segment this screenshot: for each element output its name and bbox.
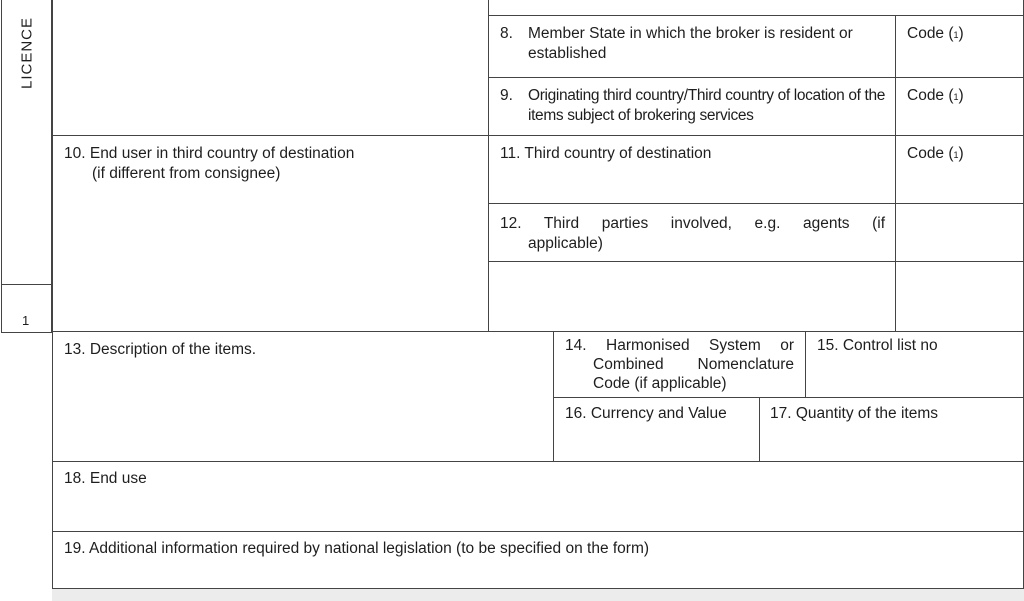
box-8-code-field[interactable] — [895, 15, 1024, 78]
box-16-label: 16. Currency and Value — [565, 405, 727, 422]
box-12-third-parties[interactable] — [488, 203, 896, 262]
box-11-code-field[interactable] — [895, 135, 1024, 204]
box-9-originating-country[interactable] — [488, 77, 896, 136]
box-19-label: 19. Additional information required by national legislation (to be specified on the form) — [64, 540, 650, 557]
box-12-code-field[interactable] — [895, 203, 1024, 262]
box-12-entry-code-field[interactable] — [895, 261, 1024, 332]
box-14-hs-code[interactable] — [553, 331, 806, 398]
box-18-label: 18. End use — [64, 470, 147, 487]
box-10-sublabel: (if different from consignee) — [92, 165, 281, 182]
box-12-sublabel: applicable) — [528, 235, 603, 252]
box-9-code-field[interactable] — [895, 77, 1024, 136]
box-16-currency-value[interactable] — [553, 397, 760, 462]
box-11-code-label: Code ($^1$) — [907, 145, 964, 162]
box-14-label-line3: Code (if applicable) — [593, 375, 727, 392]
box-10-label: 10. End user in third country of destination — [64, 145, 355, 162]
box-8-label: Member State in which the broker is resident or established — [528, 25, 853, 62]
box-15-control-list[interactable] — [805, 331, 1024, 398]
box-13-label: 13. Description of the items. — [64, 341, 257, 358]
box-9-code-label: Code ($^1$) — [907, 87, 964, 104]
box-18-end-use[interactable] — [52, 461, 1024, 532]
box-19-additional-info[interactable] — [52, 531, 1024, 589]
box-17-quantity[interactable] — [759, 397, 1024, 462]
licence-tab-label: LICENCE — [18, 16, 35, 90]
page-number: 1 — [22, 313, 30, 328]
box-10-end-user[interactable] — [52, 135, 489, 332]
next-section-strip — [52, 588, 1024, 601]
page-number-tab — [1, 284, 52, 333]
box-8-number: 8. — [500, 25, 513, 42]
box-11-label: 11. Third country of destination — [500, 145, 712, 162]
licence-side-tab — [1, 0, 52, 285]
box-9-label: Originating third country/Third country of location of the items subject of brokering services — [528, 87, 886, 124]
box-17-label: 17. Quantity of the items — [770, 405, 939, 422]
box-14-label: 14. Harmonised System or — [565, 337, 794, 354]
box-9-number: 9. — [500, 87, 513, 104]
box-12-entry-field[interactable] — [488, 261, 896, 332]
box-11-destination-country[interactable] — [488, 135, 896, 204]
upper-left-field[interactable] — [52, 0, 489, 136]
box-8-member-state[interactable] — [488, 15, 896, 78]
box-15-label: 15. Control list no — [817, 337, 938, 354]
box-12-label: 12. Third parties involved, e.g. agents (if — [500, 215, 885, 232]
top-right-continuation-field[interactable] — [488, 0, 1024, 16]
box-13-description[interactable] — [52, 331, 554, 462]
box-14-label-line2: Combined Nomenclature — [593, 356, 794, 373]
box-8-code-label: Code ($^1$) — [907, 25, 964, 42]
